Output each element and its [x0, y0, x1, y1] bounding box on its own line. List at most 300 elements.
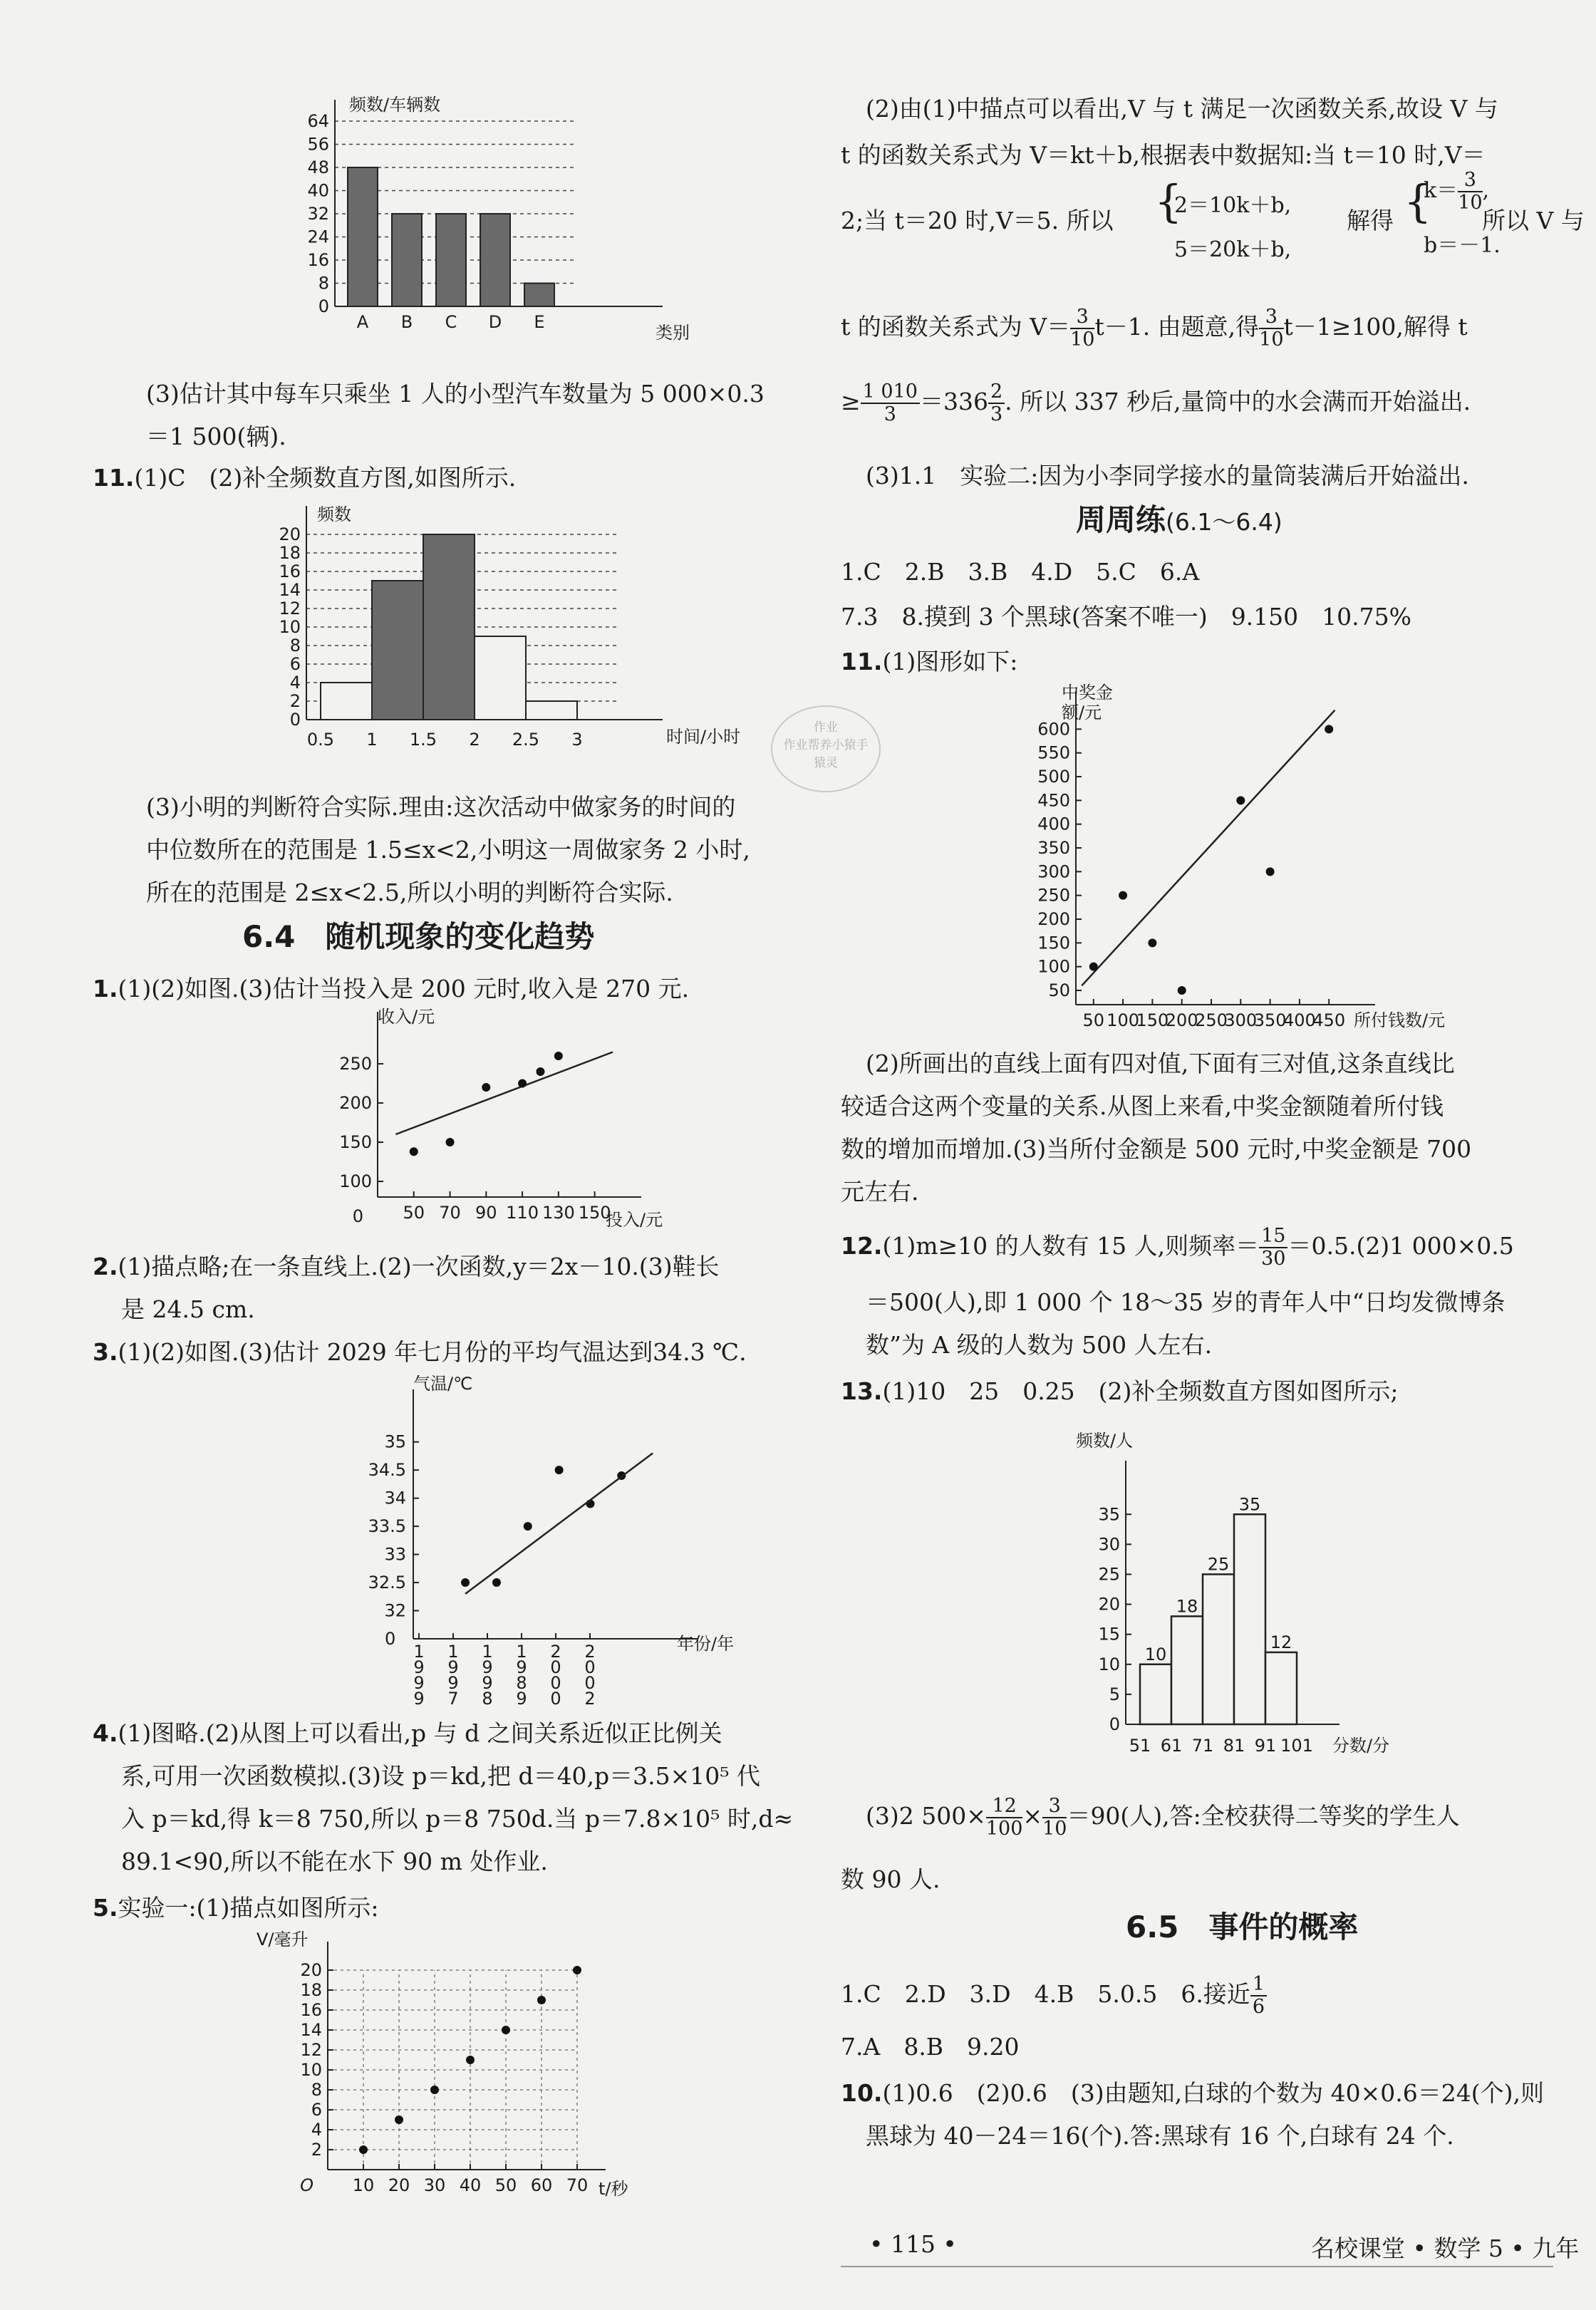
x-tick-label: 0.5	[306, 730, 335, 750]
y-tick-label: 2	[311, 2140, 322, 2160]
x-tick-label: 60	[530, 2175, 553, 2195]
x-tick-label: 10	[352, 2175, 375, 2195]
chart-title: V/毫升	[256, 1930, 309, 1949]
y-tick-label: 64	[307, 111, 329, 131]
x-tick-digit: 9	[447, 1673, 459, 1693]
w11-2-line4: 元左右.	[841, 1178, 919, 1206]
y-tick-label: 20	[1098, 1594, 1120, 1615]
chart-title: 频数/车辆数	[349, 95, 441, 115]
x-tick-label: 150	[578, 1203, 611, 1223]
x-axis-label: t/秒	[598, 2179, 628, 2199]
frac-den: 10	[1070, 328, 1095, 351]
frac-num: 15	[1259, 1226, 1287, 1248]
w13-number: 13.	[841, 1377, 883, 1405]
data-point	[395, 2115, 403, 2124]
data-point	[482, 1083, 490, 1092]
s5-number: 5.	[93, 1894, 118, 1922]
frac-den: 100	[985, 1818, 1023, 1840]
y-tick-label: 2	[289, 691, 301, 711]
x-tick-label: E	[534, 312, 545, 332]
w13-3-line1	[866, 1796, 1460, 1840]
q10-part3-line1: (3)估计其中每车只乘坐 1 人的小型汽车数量为 5 000×0.3	[146, 380, 765, 408]
histogram-bar	[1203, 1574, 1234, 1724]
y-tick-label: 12	[279, 599, 301, 618]
y-tick-label: 5	[1109, 1684, 1120, 1704]
chart-title-2: 额/元	[1062, 703, 1102, 722]
y-tick-label: 8	[318, 273, 329, 294]
w11-2-line2: 较适合这两个变量的关系.从图上来看,中奖金额随着所付钱	[841, 1092, 1444, 1120]
x-tick-label: 1.5	[409, 730, 437, 750]
system2-k: k＝	[1424, 178, 1458, 203]
frac-den: 6	[1252, 1996, 1265, 2018]
x-tick-label: 250	[1195, 1010, 1228, 1030]
footer-rule	[841, 2266, 1553, 2267]
y-tick-label: 350	[1037, 838, 1070, 858]
frac-den: 10	[1458, 192, 1483, 214]
y-tick-label: 56	[307, 134, 329, 155]
e10-line1	[841, 2070, 1544, 2117]
r-line6: (3)1.1 实验二:因为小李同学接水的量筒装满后开始溢出.	[866, 462, 1469, 490]
data-point	[524, 1522, 532, 1530]
y-tick-label: 100	[339, 1171, 372, 1191]
section-6-5-title: 6.5 事件的概率	[1126, 1910, 1359, 1944]
s1-number: 1.	[93, 975, 118, 1003]
x-tick-digit: 0	[584, 1673, 596, 1693]
data-point	[1089, 963, 1098, 971]
x-tick-digit: 9	[482, 1657, 493, 1677]
w11-2-line1: (2)所画出的直线上面有四对值,下面有三对值,这条直线比	[866, 1050, 1455, 1077]
data-point	[1119, 891, 1127, 900]
x-tick-digit: 9	[516, 1689, 527, 1709]
x-axis-label: 投入/元	[606, 1210, 663, 1230]
y-tick-label: 15	[1098, 1624, 1120, 1645]
x-axis-label: 所付钱数/元	[1354, 1010, 1446, 1030]
data-point	[430, 2086, 439, 2094]
x-tick-label: 110	[506, 1203, 539, 1223]
y-tick-label: 10	[1098, 1654, 1120, 1674]
q11-text: (1)C (2)补全频数直方图,如图所示.	[134, 464, 517, 492]
histogram-bar	[423, 534, 475, 720]
x-tick-label: 81	[1223, 1736, 1245, 1756]
x-tick-label: 20	[388, 2175, 410, 2195]
data-point	[1325, 725, 1333, 733]
x-tick-label: C	[445, 312, 457, 332]
histogram-bar	[475, 636, 526, 720]
bar	[436, 214, 466, 306]
s4-text-2: 系,可用一次函数模拟.(3)设 p＝kd,把 d＝40,p＝3.5×10⁵ 代	[121, 1762, 761, 1790]
y-tick-label: 8	[311, 2080, 322, 2100]
x-tick-label: 70	[439, 1203, 461, 1223]
book-footer: 名校课堂 • 数学 5 • 九年	[1311, 2234, 1580, 2262]
x-tick-label: 350	[1253, 1010, 1287, 1030]
zzl-subtitle: (6.1～6.4)	[1166, 508, 1282, 536]
y-tick-label: 50	[1048, 980, 1070, 1000]
brace-left-2: {	[1404, 175, 1432, 227]
q11-part3-line2: 中位数所在的范围是 1.5≤x<2,小明这一周做家务 2 小时,	[146, 836, 750, 864]
chart-housework-histogram	[235, 492, 762, 770]
y-tick-label: 150	[1037, 933, 1070, 953]
e10-number: 10.	[841, 2079, 883, 2107]
chart-title: 气温/℃	[413, 1374, 473, 1394]
s2-text-2: 是 24.5 cm.	[121, 1295, 255, 1323]
r-line1: (2)由(1)中描点可以看出,V 与 t 满足一次函数关系,故设 V 与	[866, 95, 1498, 123]
w13-3a: (3)2 500×	[866, 1802, 986, 1830]
s4-text-4: 89.1<90,所以不能在水下 90 m 处作业.	[121, 1848, 548, 1875]
y-tick-label: 32	[307, 204, 329, 224]
x-tick-label: 400	[1283, 1010, 1316, 1030]
q10-part3-line2: ＝1 500(辆).	[146, 423, 286, 450]
origin-label: O	[300, 2175, 314, 2195]
s4-number: 4.	[93, 1719, 118, 1747]
x-tick-digit: 8	[482, 1689, 493, 1709]
data-point	[1236, 796, 1245, 804]
bar	[392, 214, 422, 306]
bar	[348, 167, 378, 306]
data-point	[554, 1052, 563, 1060]
y-tick-label: 18	[279, 543, 301, 563]
x-tick-digit: 9	[482, 1673, 493, 1693]
frac-den: 10	[1259, 328, 1284, 351]
y-tick-label: 600	[1037, 719, 1070, 740]
x-tick-label: 200	[1165, 1010, 1198, 1030]
e10-line2: 黑球为 40－24＝16(个).答:黑球有 16 个,白球有 24 个.	[866, 2122, 1454, 2150]
histogram-bar	[1265, 1652, 1297, 1724]
y-tick-label: 4	[289, 673, 301, 693]
x-tick-digit: 2	[584, 1642, 596, 1662]
y-tick-label: 250	[339, 1054, 372, 1074]
w13-3b: ×	[1022, 1802, 1043, 1830]
chart-vehicle-frequency	[292, 93, 720, 363]
y-tick-label: 14	[300, 2020, 322, 2040]
brace-left-1: {	[1154, 175, 1183, 227]
y-tick-label: 33	[384, 1544, 406, 1565]
y-tick-label: 200	[1037, 909, 1070, 929]
r5-c: . 所以 337 秒后,量筒中的水会满而开始溢出.	[1005, 388, 1471, 415]
x-tick-digit: 0	[550, 1673, 561, 1693]
y-tick-label: 300	[1037, 861, 1070, 882]
x-tick-digit: 1	[447, 1642, 459, 1662]
x-tick-digit: 7	[447, 1689, 459, 1709]
bar-value-label: 12	[1270, 1632, 1292, 1652]
x-tick-digit: 0	[550, 1689, 561, 1709]
y-tick-label: 32	[384, 1600, 406, 1621]
x-tick-digit: 9	[413, 1689, 425, 1709]
x-axis-label: 分数/分	[1332, 1736, 1390, 1756]
x-tick-label: 100	[1107, 1010, 1139, 1030]
w11-number: 11.	[841, 648, 883, 675]
y-tick-label: 16	[300, 2000, 322, 2020]
x-tick-digit: 2	[584, 1689, 596, 1709]
y-tick-label: 32.5	[368, 1573, 406, 1593]
y-tick-label: 25	[1098, 1564, 1120, 1585]
e-line2: 7.A 8.B 9.20	[841, 2033, 1020, 2061]
w11-text: (1)图形如下:	[882, 648, 1018, 675]
chart-temperature-scatter	[285, 1368, 735, 1709]
x-tick-label: 150	[1136, 1010, 1169, 1030]
x-tick-digit: 1	[516, 1642, 527, 1662]
bar-value-label: 18	[1176, 1596, 1198, 1617]
y-tick-label: 10	[300, 2060, 322, 2080]
x-tick-label: D	[488, 312, 502, 332]
y-tick-label: 500	[1037, 767, 1070, 787]
system1-eq1: 2＝10k＋b,	[1174, 193, 1292, 218]
section-6-4-title: 6.4 随机现象的变化趋势	[242, 919, 595, 954]
x-tick-digit: 1	[413, 1642, 425, 1662]
bar-value-label: 25	[1207, 1554, 1230, 1575]
data-point	[502, 2026, 510, 2034]
r3-text-c: 所以 V 与	[1482, 207, 1585, 234]
y-tick-label: 10	[279, 617, 301, 637]
frac-num: 3	[1259, 306, 1283, 329]
frac-num: 1 010	[861, 381, 920, 404]
data-point	[466, 2056, 475, 2064]
x-tick-digit: 9	[413, 1657, 425, 1677]
x-tick-label: 1	[366, 730, 378, 750]
e10-text-1: (1)0.6 (2)0.6 (3)由题知,白球的个数为 40×0.6＝24(个),则	[882, 2079, 1544, 2107]
x-tick-label: A	[356, 312, 369, 332]
data-point	[555, 1466, 564, 1474]
x-tick-label: 130	[542, 1203, 575, 1223]
r3-text-a: 2;当 t＝20 时,V＝5. 所以	[841, 207, 1114, 234]
s2-line	[93, 1243, 720, 1290]
data-point	[461, 1578, 470, 1587]
x-tick-digit: 9	[516, 1657, 527, 1677]
y-tick-label: 16	[279, 561, 301, 581]
chart-title-1: 中奖金	[1062, 683, 1113, 703]
data-point	[1178, 986, 1186, 995]
y-tick-label: 35	[384, 1431, 406, 1452]
system2-eq1	[1424, 170, 1489, 214]
s2-number: 2.	[93, 1253, 118, 1280]
chart-title: 频数	[317, 504, 351, 524]
y-tick-label: 20	[279, 524, 301, 544]
histogram-bar	[526, 701, 577, 720]
r3-text-b: 解得	[1347, 207, 1394, 234]
frac-num: 12	[986, 1796, 1023, 1818]
trend-line	[395, 1052, 613, 1135]
y-tick-label: 48	[307, 157, 329, 177]
data-point	[537, 1996, 546, 2004]
y-tick-label: 30	[1098, 1534, 1120, 1555]
data-point	[492, 1578, 501, 1587]
y-tick-label: 6	[289, 654, 301, 674]
x-tick-digit: 9	[413, 1673, 425, 1693]
stamp-text-3: 猿灵	[814, 756, 838, 770]
histogram-bar	[321, 683, 372, 720]
y-tick-label: 200	[339, 1093, 372, 1113]
trend-line	[1082, 710, 1335, 986]
x-tick-digit: 0	[550, 1657, 561, 1677]
data-point	[518, 1079, 527, 1088]
data-point	[410, 1147, 418, 1156]
zzl-title: 周周练	[1076, 502, 1166, 537]
q11-part3-line1: (3)小明的判断符合实际.理由:这次活动中做家务的时间的	[146, 793, 736, 821]
e-line1	[841, 1974, 1267, 2018]
y-tick-label: 0	[1109, 1714, 1120, 1734]
data-point	[1148, 938, 1156, 947]
frac-num: 1	[1250, 1974, 1267, 1996]
y-tick-label: 34.5	[368, 1460, 406, 1481]
x-tick-label: B	[400, 312, 413, 332]
x-axis-label: 年份/年	[677, 1634, 735, 1654]
w13-3c: ＝90(人),答:全校获得二等奖的学生人	[1067, 1802, 1460, 1830]
s3-text: (1)(2)如图.(3)估计 2029 年七月份的平均气温达到34.3 ℃.	[118, 1338, 747, 1366]
y-tick-label: 14	[279, 580, 301, 600]
r-line4	[841, 306, 1468, 351]
s1-text: (1)(2)如图.(3)估计当投入是 200 元时,收入是 270 元.	[118, 975, 690, 1003]
w12-number: 12.	[841, 1232, 883, 1260]
data-point	[573, 1966, 581, 1974]
x-tick-label: 90	[475, 1203, 497, 1223]
y-tick-label: 35	[1098, 1504, 1120, 1525]
r-line2: t 的函数关系式为 V＝kt＋b,根据表中数据知:当 t＝10 时,V＝	[841, 141, 1486, 169]
y-tick-label: 40	[307, 180, 329, 201]
origin-label: 0	[385, 1629, 396, 1649]
w11-line	[841, 638, 1017, 685]
y-tick-label: 0	[289, 710, 301, 730]
system1-eq2: 5＝20k＋b,	[1174, 237, 1292, 262]
x-tick-label: 3	[571, 730, 583, 750]
system2-comma: ,	[1482, 178, 1490, 203]
frac-num: 3	[1070, 306, 1094, 329]
s4-line	[93, 1710, 722, 1757]
w12-line2: ＝500(人),即 1 000 个 18～35 岁的青年人中“日均发微博条	[866, 1288, 1506, 1316]
data-point	[1266, 867, 1275, 876]
y-tick-label: 150	[339, 1132, 372, 1152]
chart-title: 收入/元	[378, 1007, 435, 1027]
y-tick-label: 250	[1037, 885, 1070, 906]
chart-title: 频数/人	[1076, 1431, 1134, 1451]
y-tick-label: 18	[300, 1980, 322, 2000]
x-tick-label: 30	[423, 2175, 446, 2195]
frac-den: 3	[990, 403, 1003, 425]
w13-text: (1)10 25 0.25 (2)补全频数直方图如图所示;	[882, 1377, 1399, 1405]
histogram-bar	[372, 581, 423, 720]
y-tick-label: 100	[1037, 956, 1070, 977]
bar	[524, 284, 554, 307]
r-line5	[841, 381, 1471, 425]
r5-a: ≥	[841, 388, 861, 415]
data-point	[359, 2145, 368, 2154]
frac-num: 3	[1042, 1796, 1067, 1818]
r4-c: t－1≥100,解得 t	[1283, 313, 1468, 341]
s5-text: 实验一:(1)描点如图所示:	[118, 1894, 379, 1922]
y-tick-label: 16	[307, 250, 329, 270]
y-tick-label: 33.5	[368, 1516, 406, 1537]
x-tick-label: 40	[459, 2175, 482, 2195]
bar-value-label: 10	[1144, 1644, 1167, 1664]
frac-den: 30	[1261, 1248, 1286, 1270]
x-tick-label: 51	[1129, 1736, 1151, 1756]
weekly-practice-title	[1076, 502, 1282, 540]
q11-number: 11.	[93, 464, 135, 492]
y-tick-label: 550	[1037, 742, 1070, 763]
y-tick-label: 400	[1037, 814, 1070, 834]
system1	[1174, 184, 1291, 272]
e1-text: 1.C 2.D 3.D 4.B 5.0.5 6.接近	[841, 1980, 1250, 2008]
bar-value-label: 35	[1238, 1494, 1261, 1515]
system2-eq2: b＝－1.	[1424, 233, 1501, 258]
x-tick-digit: 8	[516, 1673, 527, 1693]
q11-part3-line3: 所在的范围是 2≤x<2.5,所以小明的判断符合实际.	[146, 879, 673, 906]
w11-2-line3: 数的增加而增加.(3)当所付金额是 500 元时,中奖金额是 700	[841, 1135, 1472, 1163]
homework-app-stamp	[771, 705, 881, 792]
data-point	[446, 1138, 455, 1146]
histogram-bar	[1171, 1616, 1203, 1724]
y-tick-label: 4	[311, 2120, 322, 2140]
y-tick-label: 8	[289, 636, 301, 656]
w-line1: 1.C 2.B 3.B 4.D 5.C 6.A	[841, 558, 1200, 586]
x-tick-label: 50	[494, 2175, 517, 2195]
w12-line3: 数”为 A 级的人数为 500 人左右.	[866, 1331, 1213, 1359]
x-axis-label: 时间/小时	[666, 727, 741, 747]
chart-prize-scatter	[983, 684, 1496, 1040]
w12-a: (1)m≥10 的人数有 15 人,则频率＝	[882, 1232, 1260, 1260]
origin-label: 0	[352, 1206, 363, 1226]
x-axis-label: 类别	[656, 323, 690, 343]
x-tick-label: 71	[1191, 1736, 1214, 1756]
x-tick-label: 61	[1160, 1736, 1183, 1756]
histogram-bar	[1140, 1664, 1171, 1724]
bar	[480, 214, 510, 306]
page-number: • 115 •	[869, 2230, 957, 2258]
r4-b: t－1. 由题意,得	[1094, 313, 1260, 341]
w12-b: ＝0.5.(2)1 000×0.5	[1287, 1232, 1514, 1260]
histogram-bar	[1234, 1514, 1265, 1724]
r5-b: ＝336	[919, 388, 988, 415]
x-tick-label: 70	[566, 2175, 589, 2195]
frac-num: 2	[988, 381, 1005, 404]
y-tick-label: 34	[384, 1488, 406, 1508]
r4-a: t 的函数关系式为 V＝	[841, 313, 1071, 341]
stamp-text-2: 作业帮养小猿手	[783, 738, 869, 752]
x-tick-label: 300	[1224, 1010, 1258, 1030]
x-tick-label: 101	[1280, 1736, 1313, 1756]
stamp-text-1: 作业	[814, 720, 838, 735]
y-tick-label: 24	[307, 227, 329, 247]
chart-score-histogram	[1026, 1418, 1468, 1774]
x-tick-label: 50	[1082, 1010, 1105, 1030]
s4-text-1: (1)图略.(2)从图上可以看出,p 与 d 之间关系近似正比例关	[118, 1719, 722, 1747]
data-point	[536, 1067, 544, 1076]
x-tick-label: 2.5	[512, 730, 540, 750]
x-tick-label: 91	[1254, 1736, 1277, 1756]
x-tick-label: 2	[469, 730, 480, 750]
chart-income-scatter	[271, 1005, 727, 1240]
y-tick-label: 450	[1037, 790, 1070, 811]
w12-line1	[841, 1226, 1514, 1270]
frac-den: 3	[884, 403, 896, 425]
x-tick-digit: 9	[447, 1657, 459, 1677]
y-tick-label: 12	[300, 2040, 322, 2060]
x-tick-label: 450	[1312, 1010, 1346, 1030]
frac-den: 10	[1042, 1818, 1067, 1840]
s3-number: 3.	[93, 1338, 118, 1366]
w13-line	[841, 1368, 1399, 1415]
frac-num: 3	[1458, 170, 1482, 192]
s4-text-3: 入 p＝kd,得 k＝8 750,所以 p＝8 750d.当 p＝7.8×10⁵ 时,d≈	[121, 1805, 794, 1833]
x-tick-digit: 0	[584, 1657, 596, 1677]
s2-text-1: (1)描点略;在一条直线上.(2)一次函数,y＝2x－10.(3)鞋长	[118, 1253, 720, 1280]
chart-volume-grid	[242, 1924, 670, 2209]
r-line3	[841, 203, 1114, 239]
y-tick-label: 6	[311, 2100, 322, 2120]
w13-3-line2: 数 90 人.	[841, 1865, 940, 1893]
w-line2: 7.3 8.摸到 3 个黑球(答案不唯一) 9.150 10.75%	[841, 603, 1411, 631]
y-tick-label: 0	[318, 296, 329, 316]
y-tick-label: 20	[300, 1960, 322, 1980]
x-tick-digit: 2	[550, 1642, 561, 1662]
